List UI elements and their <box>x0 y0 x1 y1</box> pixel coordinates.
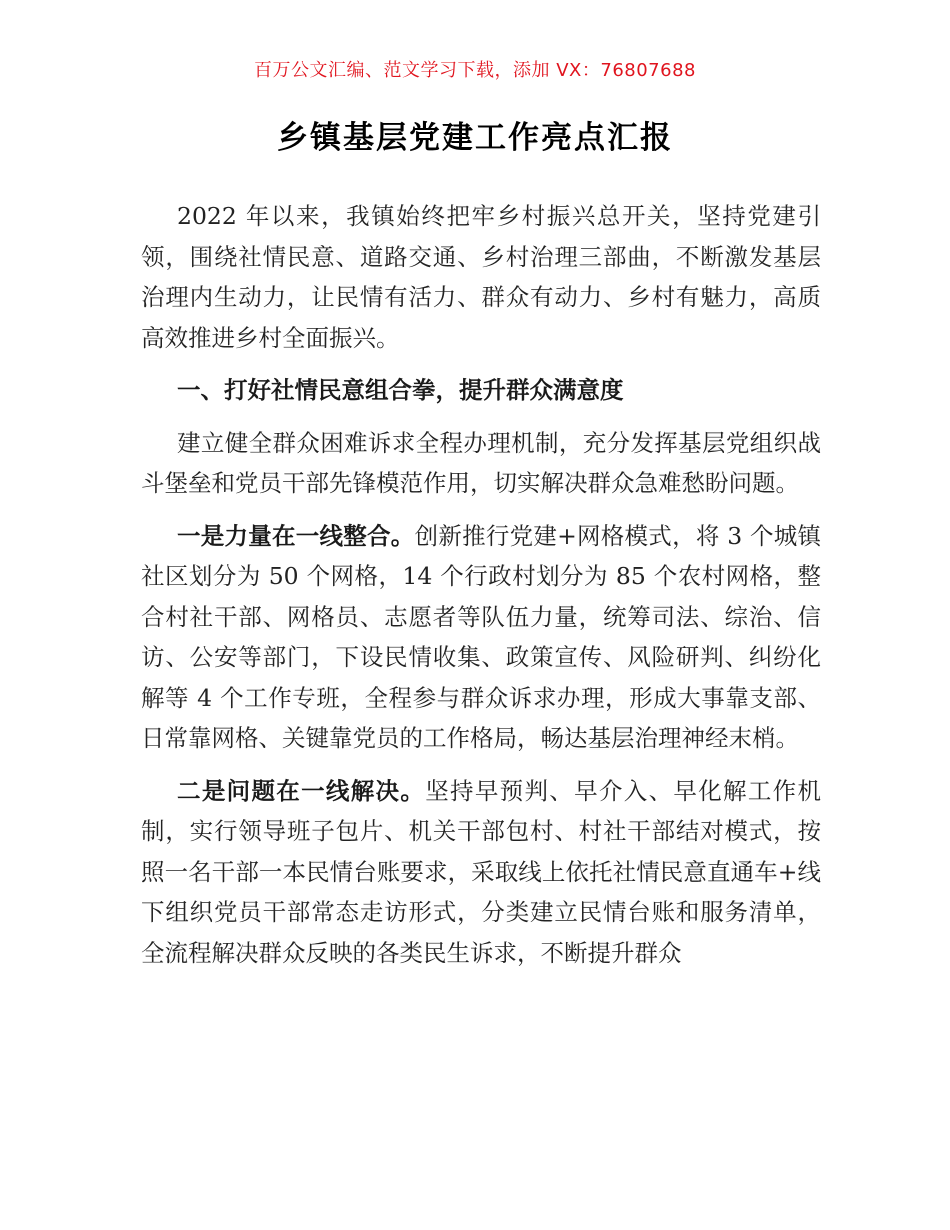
item-lead-1: 一是力量在一线整合。 <box>177 521 415 550</box>
item-text-1: 创新推行党建+网格模式，将 3 个城镇社区划分为 50 个网格，14 个行政村划分为 85 个农村网格，整合村社干部、网格员、志愿者等队伍力量，统筹司法、综治、信访、公安等部门，下设民情收集、政策宣传、风险研判、纠纷化解等 4 个工作专班，全程参与群众诉求办理，形成大事靠支部、日常靠网格、关键靠党员的工作格局，畅达基层治理神经末梢。 <box>141 521 821 752</box>
section-heading: 一、打好社情民意组合拳，提升群众满意度 <box>177 376 624 404</box>
document-title: 乡镇基层党建工作亮点汇报 <box>277 120 673 156</box>
header-banner: 百万公文汇编、范文学习下载，添加 VX：76807688 <box>254 60 696 81</box>
section-paragraph: 建立健全群众困难诉求全程办理机制，充分发挥基层党组织战斗堡垒和党员干部先锋模范作用，切实解决群众急难愁盼问题。 <box>141 428 821 497</box>
item-paragraph-2 <box>141 771 821 974</box>
document-body <box>141 196 821 985</box>
item-paragraph-1 <box>141 516 821 759</box>
item-lead-2: 二是问题在一线解决。 <box>177 776 426 805</box>
intro-paragraph: 2022 年以来，我镇始终把牢乡村振兴总开关，坚持党建引领，围绕社情民意、道路交通、乡村治理三部曲，不断激发基层治理内生动力，让民情有活力、群众有动力、乡村有魅力，高质高效推进乡村全面振兴。 <box>141 202 821 352</box>
item-text-2: 坚持早预判、早介入、早化解工作机制，实行领导班子包片、机关干部包村、村社干部结对模式，按照一名干部一本民情台账要求，采取线上依托社情民意直通车+线下组织党员干部常态走访形式，分类建立民情台账和服务清单，全流程解决群众反映的各类民生诉求，不断提升群众 <box>141 776 822 967</box>
